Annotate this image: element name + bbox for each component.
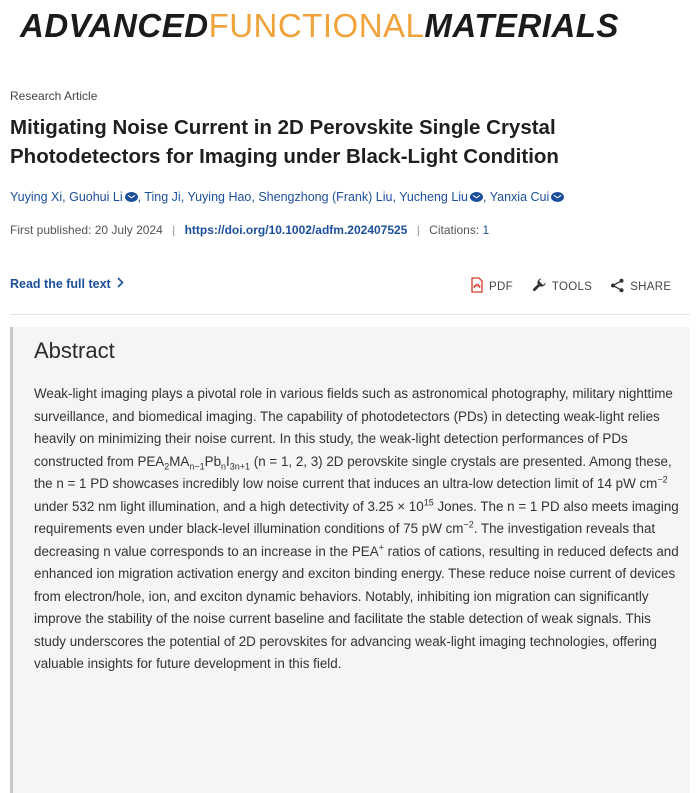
tools-button[interactable] xyxy=(531,277,592,296)
author-link[interactable]: Guohui Li , xyxy=(69,190,142,204)
chevron-right-icon xyxy=(117,277,124,291)
first-published-label: First published: xyxy=(10,223,92,237)
journal-logo-word-2: FUNCTIONAL xyxy=(208,7,425,44)
journal-logo-word-1: ADVANCED xyxy=(20,7,209,44)
wrench-icon xyxy=(531,277,547,296)
author-link[interactable]: Ting Ji, xyxy=(144,190,185,204)
author-link[interactable]: Yanxia Cui xyxy=(490,190,565,204)
citations-count[interactable]: 1 xyxy=(482,223,490,237)
author-list xyxy=(10,190,690,205)
abstract-heading: Abstract xyxy=(34,338,115,363)
article-tools-bar xyxy=(470,277,671,296)
pdf-label: PDF xyxy=(489,280,513,293)
first-published-date: 20 July 2024 xyxy=(94,223,163,237)
article-type: Research Article xyxy=(10,89,98,103)
read-full-text-label: Read the full text xyxy=(10,277,111,291)
share-icon xyxy=(610,278,625,296)
email-icon[interactable] xyxy=(551,191,564,205)
doi-link[interactable]: https://doi.org/10.1002/adfm.202407525 xyxy=(184,223,408,237)
meta-separator: | xyxy=(416,223,420,237)
author-link[interactable]: Yucheng Liu , xyxy=(399,190,487,204)
pdf-button[interactable] xyxy=(470,277,513,296)
email-icon[interactable] xyxy=(125,191,138,205)
pdf-icon xyxy=(470,277,484,296)
tools-label: TOOLS xyxy=(551,280,593,293)
abstract-section xyxy=(10,327,690,793)
citations-label: Citations: xyxy=(429,223,480,237)
share-button[interactable] xyxy=(610,278,671,296)
article-title: Mitigating Noise Current in 2D Perovskite Single Crystal Photodetectors for Imaging under Black-Light Condition xyxy=(10,116,559,168)
email-icon[interactable] xyxy=(470,191,483,205)
section-divider xyxy=(10,314,690,315)
author-link[interactable]: Shengzhong (Frank) Liu, xyxy=(258,190,396,204)
read-full-text-link[interactable] xyxy=(10,277,124,291)
journal-logo-word-3: MATERIALS xyxy=(424,7,619,44)
author-link[interactable]: Yuying Hao, xyxy=(187,190,255,204)
meta-separator: | xyxy=(172,223,176,237)
journal-logo[interactable] xyxy=(20,6,619,46)
share-label: SHARE xyxy=(630,280,672,293)
abstract-body: Weak-light imaging plays a pivotal role in various fields such as astronomical photography, military nighttime surveillance, and biomedical imaging. The capability of photodetectors (PDs) in detecting weak-light relies heavily on minimizing their noise current. In this study, the weak-light detection performances of PDs constructed from $PEA_2MA_{n-1}Pb_nI_{3n+1}$ (n = 1, 2, 3) 2D perovskite single crystals are presented. Among these, the n = 1 PD showcases incredibly low noise current that induces an ultra-low detection limit of 14 pW $cm^{-2}$ under 532 nm light illumination, and a high detectivity of $3.25 \times 10^{15}$ Jones. The n = 1 PD also meets imaging requirements even under black-level illumination conditions of 75 pW $cm^{-2}$. The investigation reveals that decreasing n value corresponds to an increase in the PEA+ ratios of cations, resulting in reduced defects and enhanced ion migration activation energy and exciton binding energy. These reduce noise current of devices from electron/hole, ion, and exciton dynamic behaviors. Notably, inhibiting ion migration can significantly improve the stability of the noise current baseline and facilitate the stable detection of weak signals. This study underscores the potential of 2D perovskites for advancing weak-light imaging technologies, offering valuable insights for future development in this field. xyxy=(34,386,679,671)
author-link[interactable]: Yuying Xi, xyxy=(10,190,66,204)
publication-meta xyxy=(10,223,489,237)
